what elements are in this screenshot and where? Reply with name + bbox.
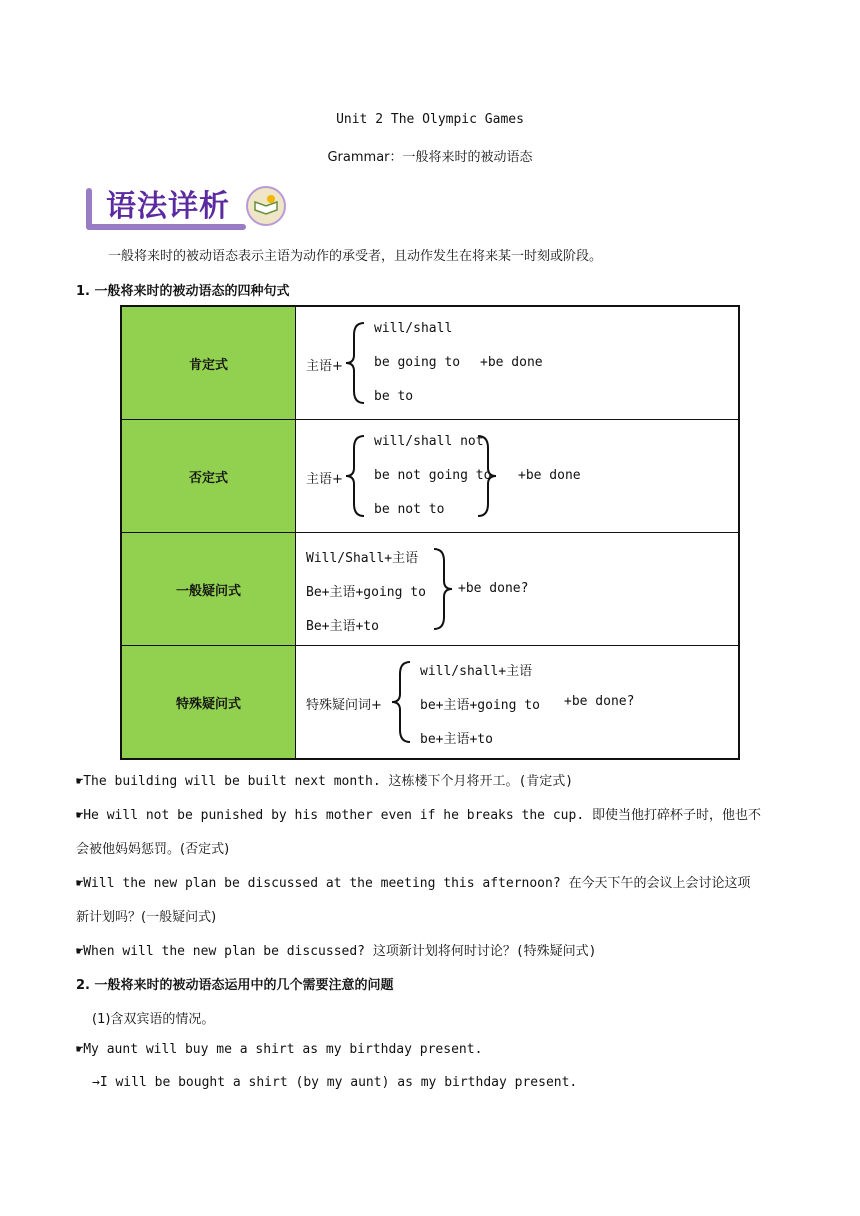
- row-tail: +be done?: [564, 694, 635, 709]
- row-line: be+主语+going to: [420, 698, 540, 713]
- table-row: [121, 306, 739, 420]
- row-tail: +be done?: [458, 581, 529, 596]
- pointing-hand-icon: ☛: [76, 808, 84, 822]
- row-line: be not going to: [374, 468, 492, 483]
- row-line: be not to: [374, 502, 445, 517]
- row-tail: +be done: [518, 468, 581, 483]
- section2-heading: 2. 一般将来时的被动语态运用中的几个需要注意的问题: [76, 978, 394, 993]
- example-5: [76, 1042, 482, 1057]
- example-1: [76, 770, 573, 789]
- example-3-cont: 新计划吗？(一般疑问式): [76, 910, 217, 925]
- row-line: be to: [374, 389, 414, 404]
- pointing-hand-icon: ☛: [76, 1042, 84, 1056]
- row-lead: 主语+: [306, 359, 343, 374]
- row-lead: 特殊疑问词+: [306, 698, 382, 713]
- example-text: The building will be built next month. 这栋楼下个月将开工。(肯定式): [83, 774, 574, 789]
- row-line: Be+主语+going to: [306, 585, 426, 600]
- example-text: Will the new plan be discussed at the meeting this afternoon? 在今天下午的会议上会讨论这项: [83, 876, 751, 891]
- forms-table: [120, 305, 740, 760]
- example-text: When will the new plan be discussed? 这项新计划将何时讨论？(特殊疑问式): [83, 944, 597, 959]
- table-row: [121, 420, 739, 533]
- row-line: be going to: [374, 355, 461, 370]
- pointing-hand-icon: ☛: [76, 774, 84, 788]
- section1-heading: 1. 一般将来时的被动语态的四种句式: [76, 284, 290, 299]
- pointing-hand-icon: ☛: [76, 876, 84, 890]
- row-line: will/shall+主语: [420, 664, 533, 679]
- section2-sub1: (1)含双宾语的情况。: [92, 1012, 215, 1027]
- row-line: Be+主语+to: [306, 619, 379, 634]
- grammar-banner: [86, 178, 286, 232]
- doc-title: Unit 2 The Olympic Games: [336, 112, 524, 127]
- row-line: Will/Shall+主语: [306, 551, 419, 566]
- row-label: 特殊疑问式: [121, 646, 296, 760]
- row-line: will/shall: [374, 321, 453, 336]
- row-tail: +be done: [480, 355, 543, 370]
- pointing-hand-icon: ☛: [76, 944, 84, 958]
- table-row: [121, 646, 739, 760]
- doc-subtitle: Grammar：一般将来时的被动语态: [327, 150, 533, 165]
- example-2: [76, 804, 761, 823]
- book-icon: [246, 186, 286, 226]
- example-3: [76, 872, 751, 891]
- row-label: 否定式: [121, 420, 296, 533]
- row-lead: 主语+: [306, 472, 343, 487]
- example-text: He will not be punished by his mother even if he breaks the cup. 即使当他打碎杯子时，他也不: [83, 808, 761, 823]
- row-label: 肯定式: [121, 306, 296, 420]
- banner-text: 语法详析: [106, 189, 230, 224]
- row-line: will/shall not: [374, 434, 484, 449]
- table-row: [121, 533, 739, 646]
- example-2-cont: 会被他妈妈惩罚。(否定式): [76, 842, 230, 857]
- intro-text: 一般将来时的被动语态表示主语为动作的承受者，且动作发生在将来某一时刻或阶段。: [108, 249, 603, 264]
- row-label: 一般疑问式: [121, 533, 296, 646]
- row-line: be+主语+to: [420, 732, 493, 747]
- example-5-passive: →I will be bought a shirt (by my aunt) as my birthday present.: [92, 1075, 578, 1090]
- example-4: [76, 940, 596, 959]
- example-text: My aunt will buy me a shirt as my birthday present.: [83, 1042, 483, 1057]
